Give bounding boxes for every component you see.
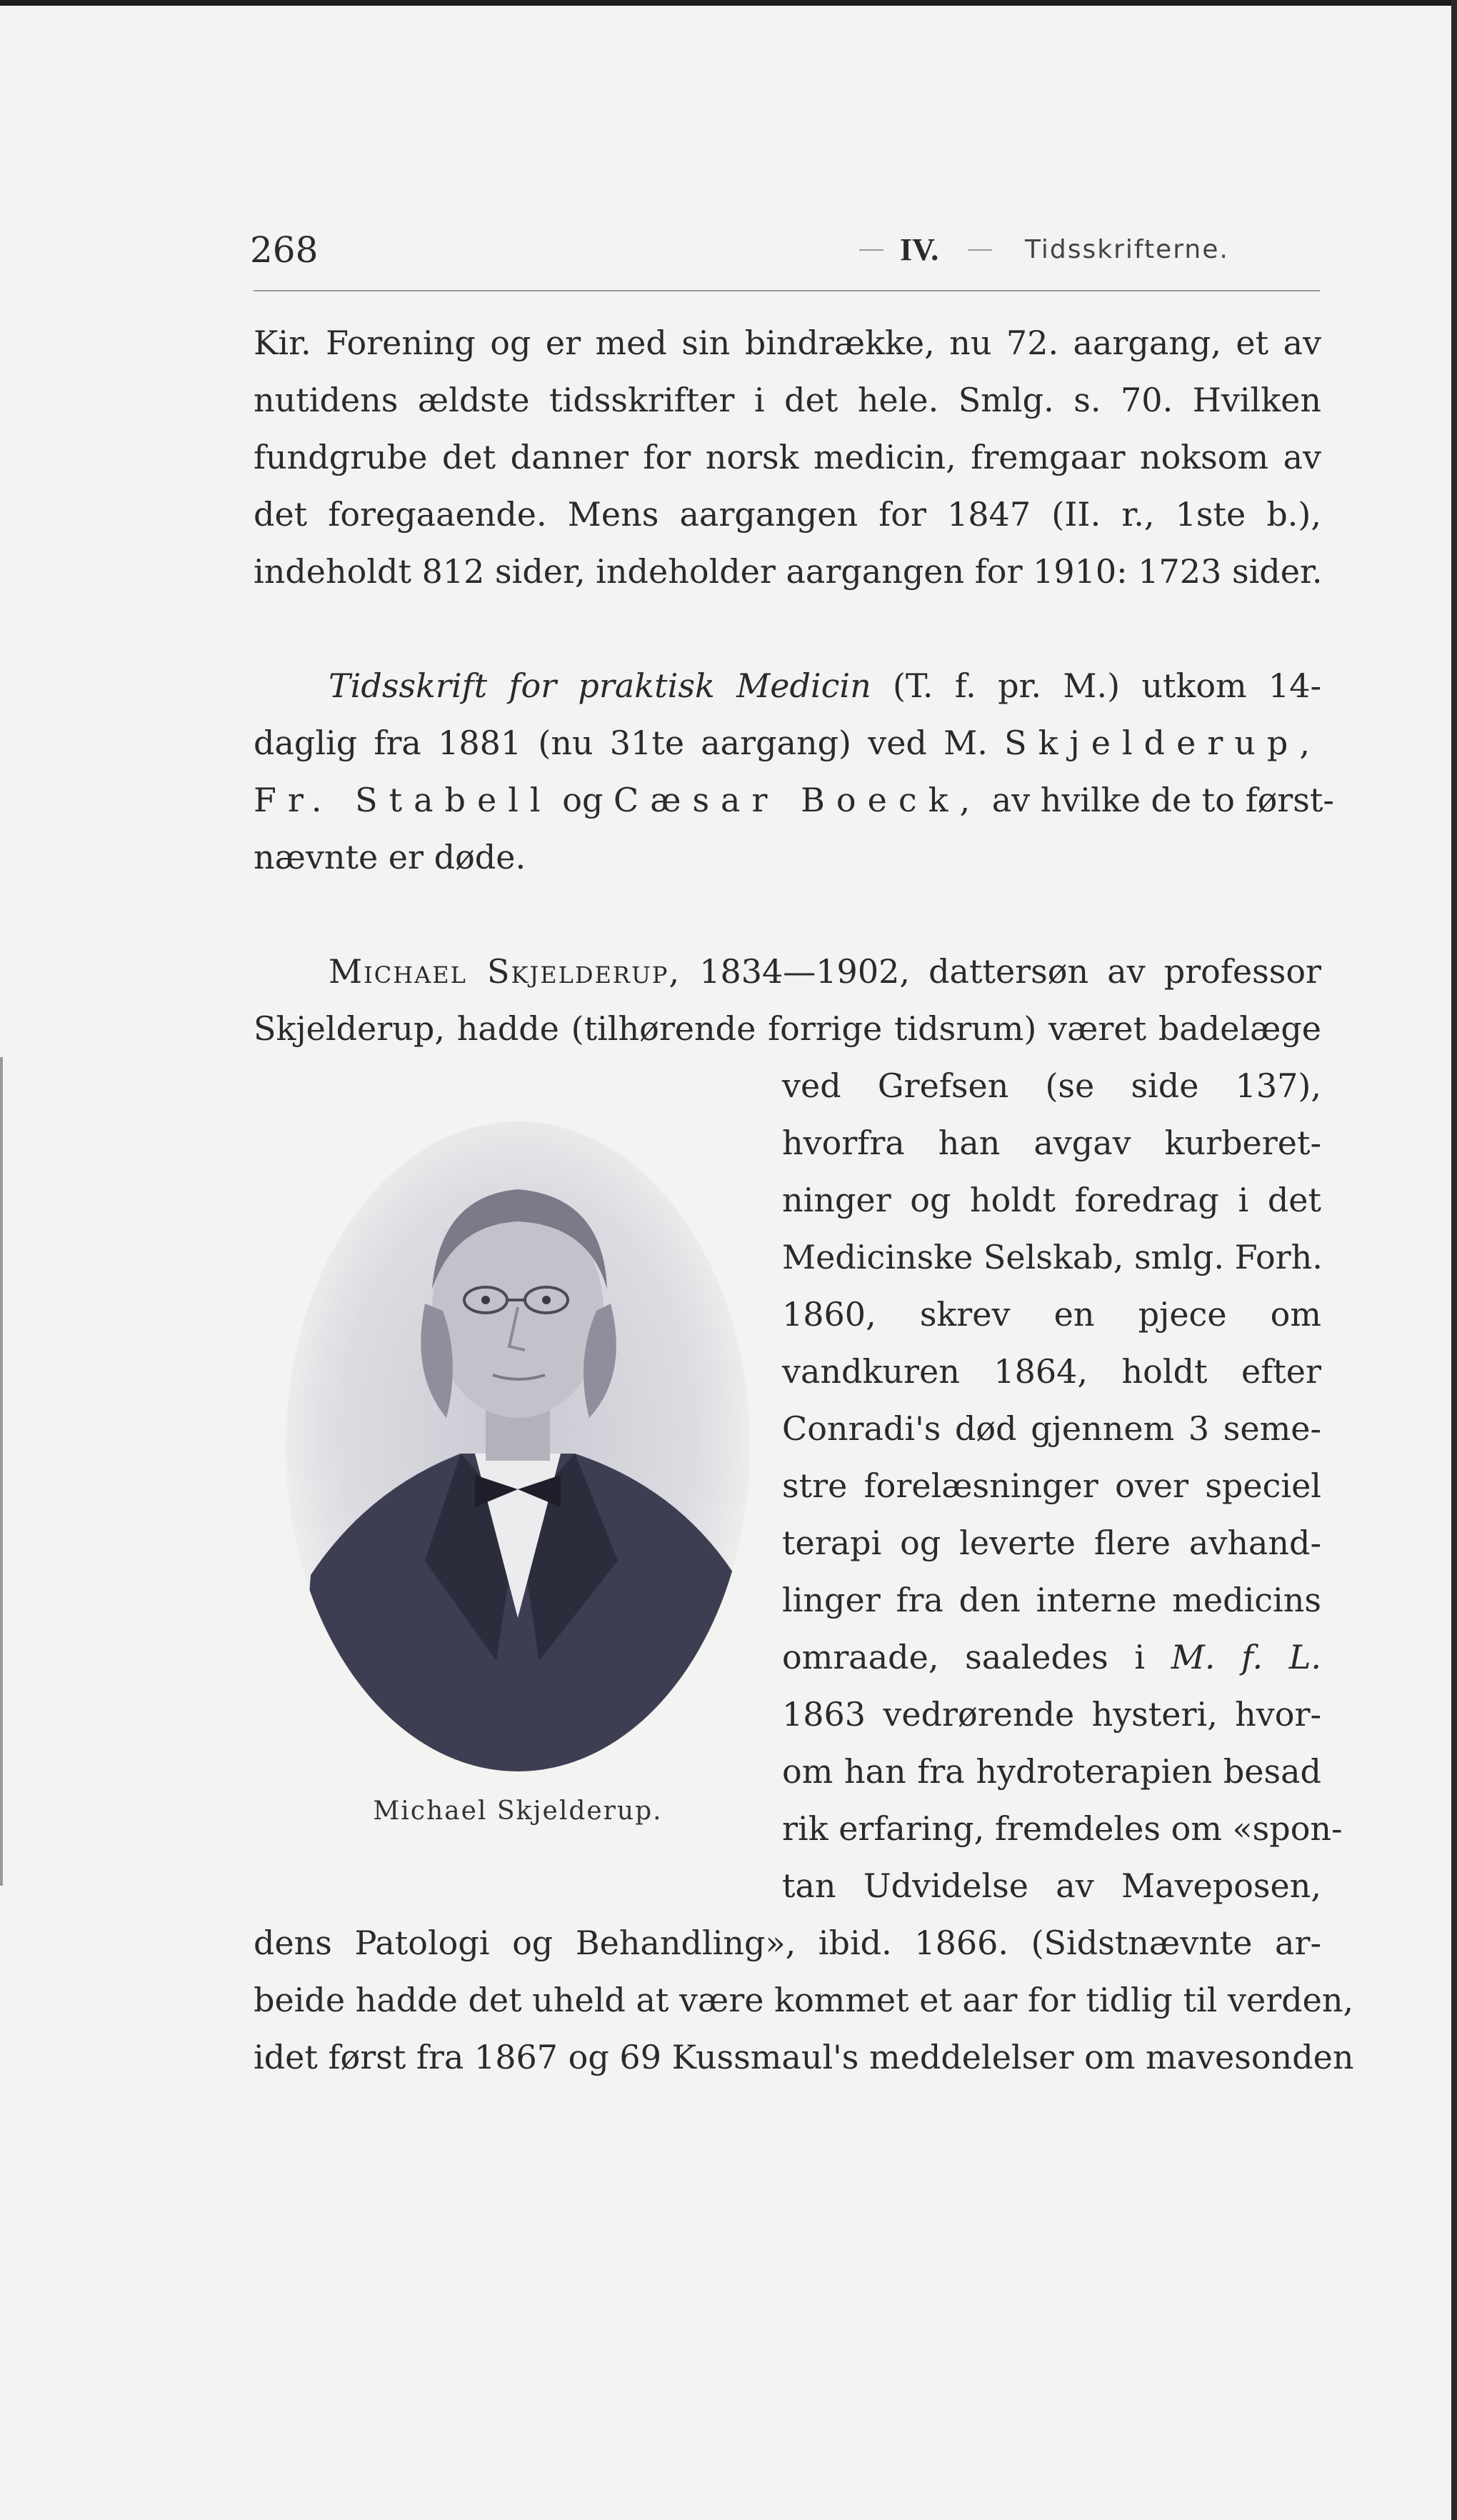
scan-edge-top — [0, 0, 1457, 6]
portrait-caption: Michael Skjelderup. — [373, 1796, 663, 1826]
text-span: omraade, saaledes i — [782, 1638, 1146, 1676]
text-line: hvorfra han avgav kurberet- — [782, 1124, 1321, 1162]
text-line: om han fra hydroterapien besad — [782, 1752, 1321, 1791]
text-line — [782, 1629, 1321, 1686]
portrait-photo — [282, 1118, 753, 1775]
text-line: fundgrube det danner for norsk medicin, fremgaar noksom av — [254, 438, 1321, 476]
text-line — [254, 714, 1321, 771]
person-name: Michael Skjelderup, — [329, 952, 681, 991]
text-span: 1834—1902, dattersøn av professor — [699, 952, 1322, 991]
text-span: daglig fra 1881 (nu 31te aargang) ved M. — [254, 724, 988, 762]
paragraph-3-side-column — [782, 1057, 1343, 1914]
header-dash-right — [968, 249, 992, 251]
text-line: Kir. Forening og er med sin bindrække, nu 72. aargang, et av — [254, 324, 1321, 362]
text-line: tan Udvidelse av Maveposen, — [782, 1866, 1321, 1905]
paragraph-1 — [254, 314, 1321, 600]
text-span: av hvilke de to først- — [991, 781, 1334, 819]
text-line: 1863 vedrørende hysteri, hvor- — [782, 1695, 1321, 1734]
text-line — [254, 657, 1321, 714]
page-number: 268 — [250, 229, 319, 271]
text-line: rik erfaring, fremdeles om «spon- — [782, 1809, 1343, 1848]
running-title: Tidsskrifterne. — [1025, 235, 1229, 264]
text-line: dens Patologi og Behandling», ibid. 1866. (Sidstnævnte ar- — [254, 1924, 1321, 1962]
text-line: ved Grefsen (se side 137), — [782, 1066, 1321, 1105]
text-line: Medicinske Selskab, smlg. Forh. — [782, 1238, 1323, 1276]
person-name: Cæsar Boeck, — [614, 781, 982, 819]
text-line: 1860, skrev en pjece om — [782, 1295, 1321, 1334]
paragraph-2 — [254, 657, 1334, 886]
header-rule — [254, 290, 1320, 291]
section-number: IV. — [900, 232, 939, 267]
scan-edge-right — [1451, 0, 1457, 2520]
text-line: linger fra den interne medicins — [782, 1581, 1321, 1619]
text-line: indeholdt 812 sider, indeholder aargangen for 1910: 1723 sider. — [254, 552, 1323, 591]
text-line: nævnte er døde. — [254, 838, 526, 876]
text-line — [254, 771, 1334, 829]
text-line: terapi og leverte flere avhand- — [782, 1524, 1321, 1562]
person-name: Skjelderup, — [1004, 724, 1321, 762]
text-line: Skjelderup, hadde (tilhørende forrige tidsrum) været badelæge — [254, 1009, 1321, 1048]
text-line: stre forelæsninger over speciel — [782, 1466, 1321, 1505]
scan-edge-left — [0, 1057, 3, 1886]
running-header — [250, 229, 1321, 271]
paragraph-3-bottom — [254, 1914, 1354, 2086]
text-line: ninger og holdt foredrag i det — [782, 1181, 1321, 1219]
text-line: nutidens ældste tidsskrifter i det hele. Smlg. s. 70. Hvilken — [254, 381, 1321, 419]
text-span: (T. f. pr. M.) utkom 14- — [893, 666, 1322, 705]
text-line: det foregaaende. Mens aargangen for 1847 (II. r., 1ste b.), — [254, 495, 1321, 534]
person-name: Fr. Stabell — [254, 781, 552, 819]
text-line — [254, 943, 1321, 1000]
text-line: beide hadde det uheld at være kommet et aar for tidlig til verden, — [254, 1981, 1354, 2019]
text-span: og — [562, 781, 604, 819]
text-line: idet først fra 1867 og 69 Kussmaul's meddelelser om mavesonden — [254, 2038, 1354, 2076]
text-line: vandkuren 1864, holdt efter — [782, 1352, 1321, 1391]
journal-abbrev: M. f. L. — [1171, 1638, 1321, 1676]
journal-title: Tidsskrift for praktisk Medicin — [329, 666, 871, 705]
header-dash-left — [859, 249, 883, 251]
paragraph-3-top — [254, 943, 1321, 1057]
text-line: Conradi's død gjennem 3 seme- — [782, 1409, 1321, 1448]
